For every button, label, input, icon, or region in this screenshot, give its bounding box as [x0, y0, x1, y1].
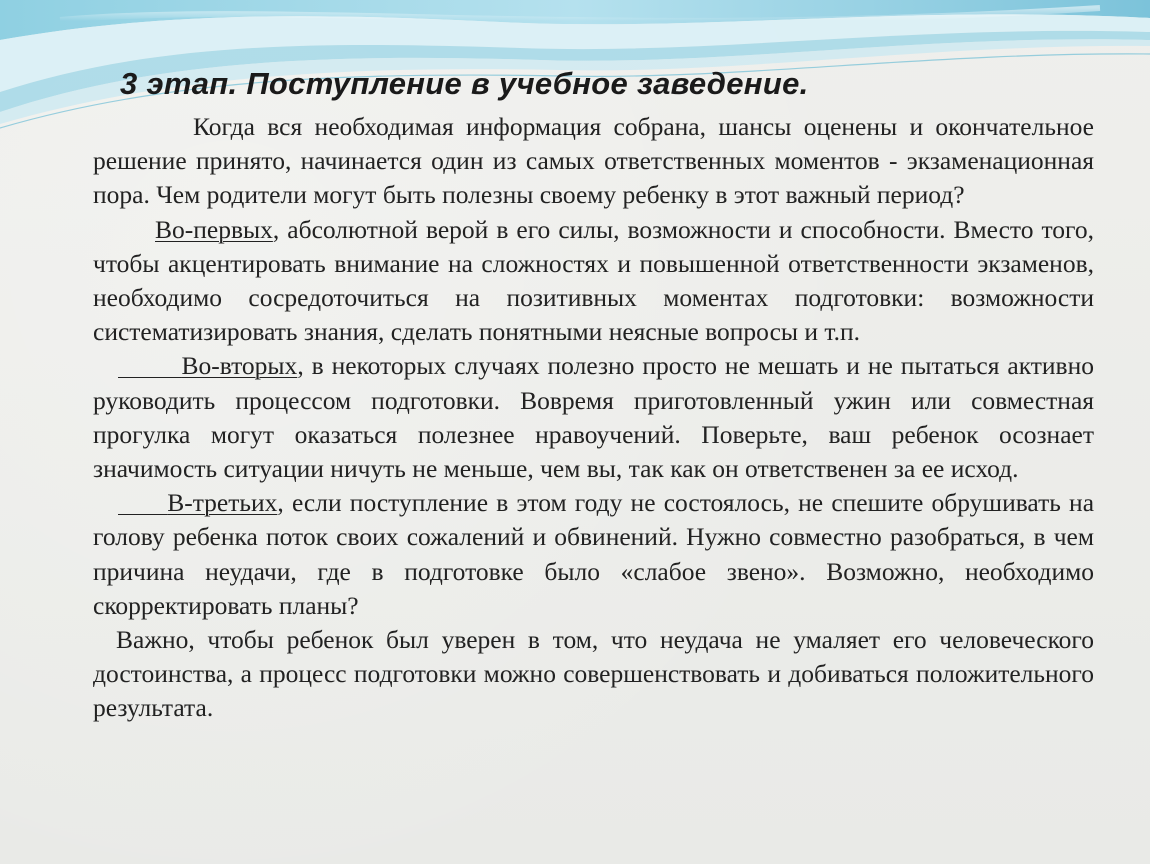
paragraph-second: [93, 349, 1094, 486]
second-point-leader: [118, 351, 181, 380]
third-point-leader: [118, 488, 167, 517]
third-point-text: , если поступление в этом году не состоялось, не спешите обрушивать на голову ребенка поток своих сожалений и обвинений. Нужно совместно разобраться, в чем причина неудачи, где в подготовке было «слабое звено». Возможно, необходимо скорректировать планы?: [93, 488, 1095, 620]
second-point-text: , в некоторых случаях полезно просто не мешать и не пытаться активно руководить процессом подготовки. Вовремя приготовленный ужин или совместная прогулка могут оказаться полезнее нравоучений. Поверьте, ваш ребенок осознает значимость ситуации ничуть не меньше, чем вы, так как он ответственен за ее исход.: [93, 351, 1094, 484]
third-point-label: В-третьих: [167, 488, 278, 518]
body-text: [93, 110, 1094, 726]
slide-title: 3 этап. Поступление в учебное заведение.: [120, 66, 809, 101]
first-point-label: Во-первых: [155, 214, 273, 244]
paragraph-conclusion: Важно, чтобы ребенок был уверен в том, что неудача не умаляет его человеческого достоинства, а процесс подготовки можно совершенствовать и добиваться положительного результата.: [93, 625, 1094, 723]
paragraph-first: [93, 213, 1094, 350]
first-point-text: , абсолютной верой в его силы, возможности и способности. Вместо того, чтобы акцентировать внимание на сложностях и повышенной ответственности экзаменов, необходимо сосредоточиться на позитивных моментах подготовки: возможности систематизировать знания, сделать понятными неясные вопросы и т.п.: [93, 214, 1094, 347]
paragraph-third: [93, 486, 1094, 623]
second-point-label: Во-вторых: [181, 351, 298, 381]
paragraph-intro: Когда вся необходимая информация собрана, шансы оценены и окончательное решение принято, начинается один из самых ответственных моментов - экзаменационная пора. Чем родители могут быть полезны своему ребенку в этот важный период?: [93, 112, 1094, 210]
